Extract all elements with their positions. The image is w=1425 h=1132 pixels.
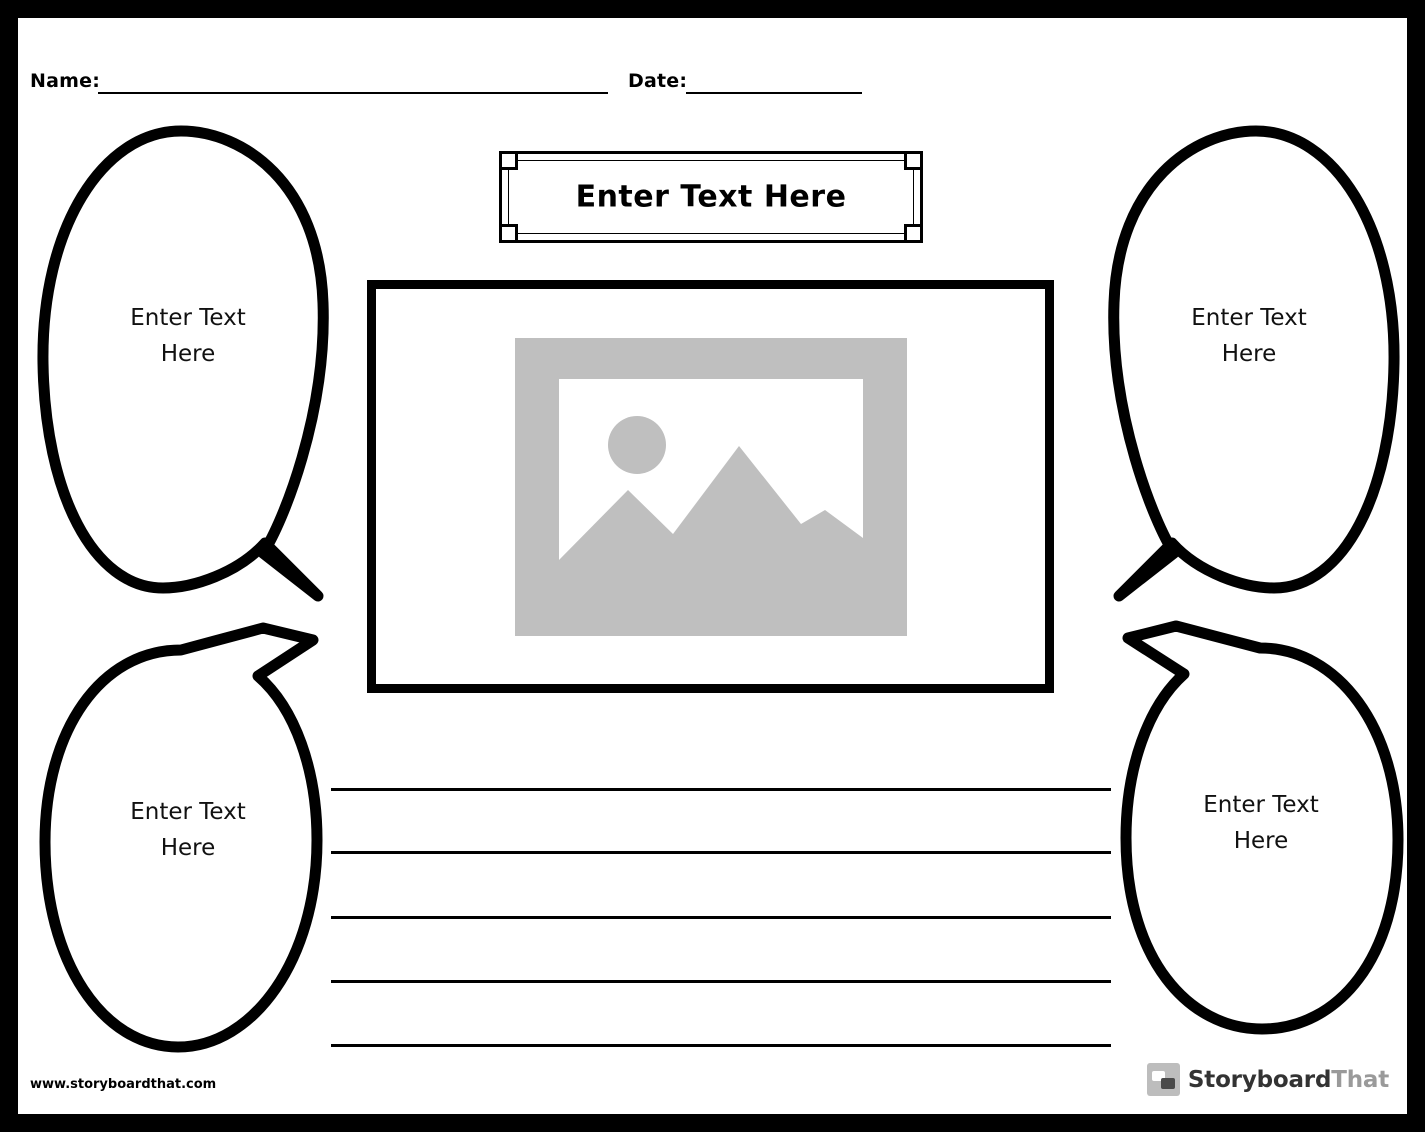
corner-handle-bottom-right[interactable] xyxy=(904,224,923,243)
date-label: Date: xyxy=(628,70,688,92)
speech-bubble-top-left[interactable] xyxy=(33,123,343,603)
writing-line[interactable] xyxy=(331,851,1111,854)
writing-lines[interactable] xyxy=(331,788,1111,1063)
image-placeholder-icon xyxy=(515,338,907,636)
logo-wordmark xyxy=(1188,1067,1389,1093)
speech-bubble-bottom-right-text: Enter Text Here xyxy=(1203,792,1319,854)
date-input-line[interactable] xyxy=(686,92,862,94)
writing-line[interactable] xyxy=(331,1044,1111,1047)
logo-word-second: That xyxy=(1331,1066,1389,1093)
title-textbox[interactable] xyxy=(499,151,923,243)
writing-line[interactable] xyxy=(331,788,1111,791)
speech-bubble-top-right-text: Enter Text Here xyxy=(1191,305,1307,367)
worksheet-page xyxy=(18,18,1407,1114)
speech-bubble-top-left-text: Enter Text Here xyxy=(130,305,246,367)
corner-handle-bottom-left[interactable] xyxy=(499,224,518,243)
corner-handle-top-right[interactable] xyxy=(904,151,923,170)
name-label: Name: xyxy=(30,70,101,92)
speech-bubble-top-right[interactable] xyxy=(1094,123,1404,603)
speech-bubble-bottom-left[interactable] xyxy=(33,610,343,1058)
speech-bubbles-logo-icon xyxy=(1147,1063,1180,1096)
writing-line[interactable] xyxy=(331,980,1111,983)
footer-url[interactable]: www.storyboardthat.com xyxy=(30,1077,217,1092)
image-frame[interactable] xyxy=(367,280,1054,693)
logo-word-first: Storyboard xyxy=(1187,1066,1332,1093)
storyboardthat-logo[interactable] xyxy=(1147,1063,1389,1096)
corner-handle-top-left[interactable] xyxy=(499,151,518,170)
speech-bubble-bottom-right[interactable] xyxy=(1116,608,1406,1040)
worksheet-header xyxy=(18,70,1407,110)
speech-bubble-bottom-left-text: Enter Text Here xyxy=(130,799,246,861)
title-text: Enter Text Here xyxy=(575,179,847,215)
name-input-line[interactable] xyxy=(98,92,608,94)
writing-line[interactable] xyxy=(331,916,1111,919)
